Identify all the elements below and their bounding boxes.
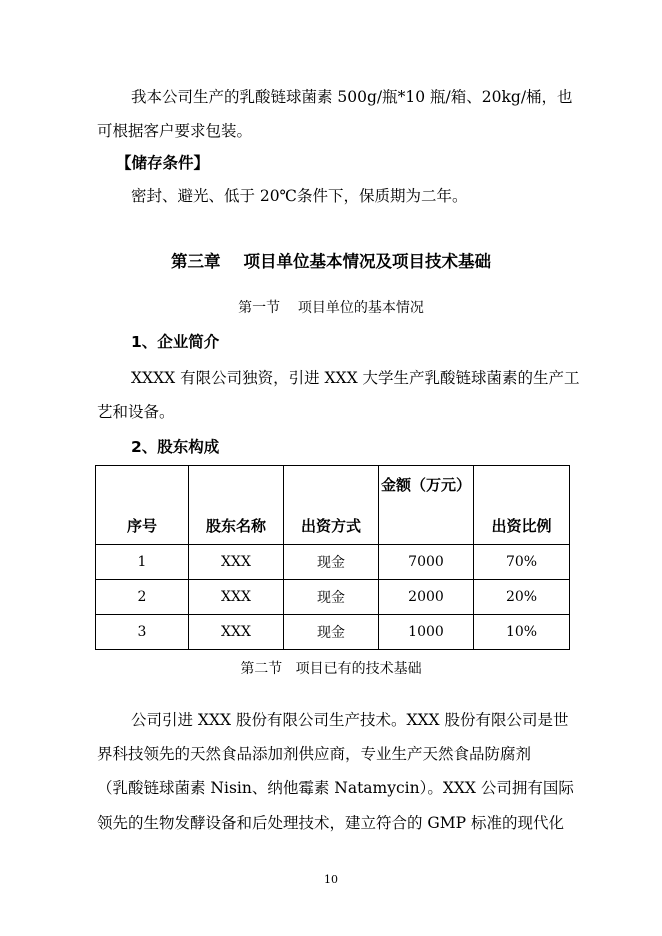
table-row (96, 580, 570, 615)
cell-ratio: 20% (474, 580, 570, 615)
header-contribution-ratio: 出资比例 (474, 466, 570, 545)
tech-paragraph-line-4: 领先的生物发酵设备和后处理技术，建立符合的 GMP 标准的现代化 (97, 814, 565, 832)
header-contribution-method: 出资方式 (284, 466, 379, 545)
packaging-text-line-2: 可根据客户要求包装。 (97, 122, 253, 140)
tech-paragraph-line-2: 界科技领先的天然食品添加剂供应商，专业生产天然食品防腐剂 (97, 745, 532, 763)
cell-holder-name: XXX (189, 580, 284, 615)
cell-seq: 2 (96, 580, 189, 615)
cell-method: 现金 (284, 615, 379, 650)
cell-amount: 7000 (379, 545, 474, 580)
header-amount: 金额（万元） (379, 466, 474, 545)
cell-method: 现金 (284, 580, 379, 615)
cell-holder-name: XXX (189, 545, 284, 580)
cell-ratio: 70% (474, 545, 570, 580)
company-intro-line-1: XXXX 有限公司独资，引进 XXX 大学生产乳酸链球菌素的生产工 (131, 369, 580, 387)
section-2-title: 第二节 项目已有的技术基础 (240, 661, 422, 677)
chapter-title: 第三章 项目单位基本情况及项目技术基础 (171, 252, 491, 271)
storage-text: 密封、避光、低于 20℃条件下，保质期为二年。 (131, 187, 468, 205)
packaging-text-line-1: 我本公司生产的乳酸链球菌素 500g/瓶*10 瓶/箱、20kg/桶，也 (131, 88, 573, 106)
page-number: 10 (324, 873, 338, 886)
cell-holder-name: XXX (189, 615, 284, 650)
company-intro-heading: 1、企业简介 (131, 333, 220, 351)
table-row (96, 545, 570, 580)
table-row (96, 615, 570, 650)
section-1-title: 第一节 项目单位的基本情况 (238, 300, 424, 316)
header-holder-name: 股东名称 (189, 466, 284, 545)
shareholders-heading: 2、股东构成 (131, 438, 220, 456)
cell-amount: 1000 (379, 615, 474, 650)
cell-ratio: 10% (474, 615, 570, 650)
header-seq: 序号 (96, 466, 189, 545)
shareholders-table (95, 465, 570, 650)
tech-paragraph-line-3: （乳酸链球菌素 Nisin、纳他霉素 Natamycin）。XXX 公司拥有国际 (97, 779, 574, 797)
cell-seq: 3 (96, 615, 189, 650)
tech-paragraph-line-1: 公司引进 XXX 股份有限公司生产技术。XXX 股份有限公司是世 (131, 711, 569, 729)
storage-heading: 【储存条件】 (116, 154, 210, 172)
cell-seq: 1 (96, 545, 189, 580)
company-intro-line-2: 艺和设备。 (97, 403, 175, 421)
cell-method: 现金 (284, 545, 379, 580)
table-header-row (96, 466, 570, 545)
cell-amount: 2000 (379, 580, 474, 615)
